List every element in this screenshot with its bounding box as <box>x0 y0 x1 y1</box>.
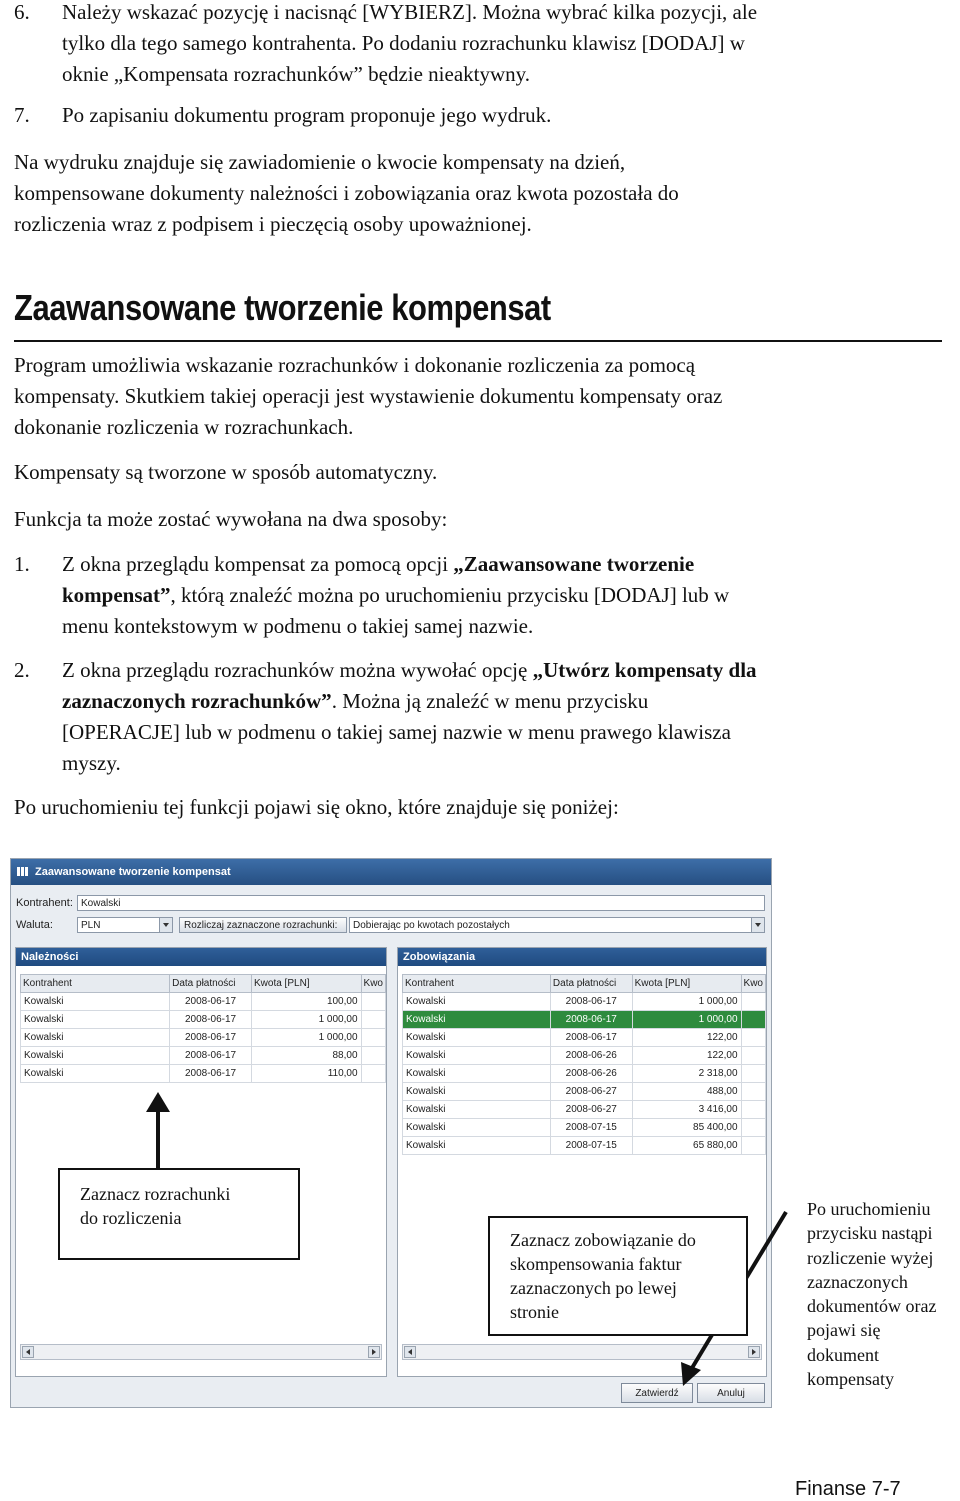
currency-value: PLN <box>81 920 101 931</box>
text-line: [OPERACJE] lub w podmenu o takiej samej nazwie w menu prawego klawisza <box>62 720 731 744</box>
text-line: tylko dla tego samego kontrahenta. Po dodaniu rozrachunku klawisz [DODAJ] w <box>62 31 745 55</box>
contractor-value: Kowalski <box>81 898 121 909</box>
side-note-line: dokumentów oraz <box>807 1296 937 1317</box>
cell-amount: 3 416,00 <box>632 1101 741 1119</box>
cell-amount: 110,00 <box>251 1065 361 1083</box>
window-title: Zaawansowane tworzenie kompensat <box>35 866 231 878</box>
cell-contractor: Kowalski <box>21 1047 170 1065</box>
cell-due-date: 2008-06-27 <box>550 1083 632 1101</box>
callout-select-liability <box>488 1216 748 1336</box>
arrow-up-icon <box>146 1092 170 1168</box>
cell-amount: 488,00 <box>632 1083 741 1101</box>
side-note <box>807 1197 959 1391</box>
callout-line: zaznaczonych po lewej <box>510 1278 677 1298</box>
text: Z okna przeglądu rozrachunków można wywołać opcję <box>62 658 533 682</box>
contractor-label: Kontrahent: <box>16 897 73 909</box>
column-header-due-date[interactable]: Data płatności <box>170 975 252 993</box>
column-header-contractor[interactable]: Kontrahent <box>21 975 170 993</box>
option-name-cont: zaznaczonych rozrachunków” <box>62 689 332 713</box>
cell-contractor: Kowalski <box>21 993 170 1011</box>
text: Z okna przeglądu kompensat za pomocą opcji <box>62 552 454 576</box>
cell-amount: 2 318,00 <box>632 1065 741 1083</box>
cell-contractor: Kowalski <box>403 993 551 1011</box>
callout-line: Zaznacz rozrachunki <box>80 1184 231 1204</box>
option-name-cont: kompensat” <box>62 583 171 607</box>
item-number: 2. <box>14 658 30 682</box>
side-note-line: dokument <box>807 1344 879 1365</box>
cell-contractor: Kowalski <box>403 1065 551 1083</box>
after-list-text: Po uruchomieniu tej funkcji pojawi się okno, które znajduje się poniżej: <box>14 795 619 819</box>
cell-amount: 88,00 <box>251 1047 361 1065</box>
liabilities-header: Zobowiązania <box>398 948 766 966</box>
cell-due-date: 2008-06-17 <box>550 993 632 1011</box>
section-paragraph-3: Funkcja ta może zostać wywołana na dwa sposoby: <box>14 507 448 531</box>
cell-contractor: Kowalski <box>403 1011 551 1029</box>
cell-amount: 122,00 <box>632 1029 741 1047</box>
option-name: „Zaawansowane tworzenie <box>453 552 695 576</box>
cell-contractor: Kowalski <box>403 1047 551 1065</box>
side-note-line: przycisku nastąpi <box>807 1223 933 1244</box>
settle-mode-value: Dobierając po kwotach pozostałych <box>353 920 510 931</box>
cell-amount: 1 000,00 <box>251 1029 361 1047</box>
callout-select-receivables <box>58 1168 300 1260</box>
text-line: myszy. <box>62 751 121 775</box>
cell-amount: 1 000,00 <box>632 993 741 1011</box>
column-header-contractor[interactable]: Kontrahent <box>403 975 551 993</box>
text-line: Na wydruku znajduje się zawiadomienie o kwocie kompensaty na dzień, <box>14 150 626 174</box>
cell-due-date: 2008-06-17 <box>550 1011 632 1029</box>
cell-amount: 85 400,00 <box>632 1119 741 1137</box>
side-note-line: zaznaczonych <box>807 1271 908 1292</box>
side-note-line: kompensaty <box>807 1369 894 1390</box>
cell-contractor: Kowalski <box>21 1011 170 1029</box>
cell-due-date: 2008-06-17 <box>170 993 252 1011</box>
cell-amount: 100,00 <box>251 993 361 1011</box>
side-note-line: rozliczenie wyżej <box>807 1247 934 1268</box>
cell-amount: 122,00 <box>632 1047 741 1065</box>
side-note-line: pojawi się <box>807 1320 881 1341</box>
text-line: kompensaty. Skutkiem takiej operacji jest wystawienie dokumentu kompensaty oraz <box>14 384 723 408</box>
confirm-button[interactable]: Zatwierdź <box>621 1383 693 1403</box>
text-line: Program umożliwia wskazanie rozrachunków i dokonanie rozliczenia za pomocą <box>14 353 696 377</box>
column-header-amount[interactable]: Kwota [PLN] <box>251 975 361 993</box>
column-header-amount[interactable]: Kwota [PLN] <box>632 975 741 993</box>
column-header-due-date[interactable]: Data płatności <box>550 975 632 993</box>
item-number: 1. <box>14 552 30 576</box>
cell-contractor: Kowalski <box>21 1065 170 1083</box>
cell-contractor: Kowalski <box>403 1119 551 1137</box>
text-line: Należy wskazać pozycję i nacisnąć [WYBIERZ]. Można wybrać kilka pozycji, ale <box>62 0 758 24</box>
cell-due-date: 2008-07-15 <box>550 1119 632 1137</box>
cell-due-date: 2008-06-17 <box>550 1029 632 1047</box>
cell-amount: 65 880,00 <box>632 1137 741 1155</box>
cell-due-date: 2008-06-17 <box>170 1047 252 1065</box>
text-line: Po zapisaniu dokumentu program proponuje jego wydruk. <box>62 103 552 127</box>
cell-due-date: 2008-06-27 <box>550 1101 632 1119</box>
section-title: Zaawansowane tworzenie kompensat <box>14 287 551 328</box>
cancel-button[interactable]: Anuluj <box>697 1383 765 1403</box>
text-line: menu kontekstowym w podmenu o takiej samej nazwie. <box>62 614 534 638</box>
callout-line: do rozliczenia <box>80 1208 182 1228</box>
column-header-amount-2[interactable]: Kwo <box>361 975 385 993</box>
callout-line: skompensowania faktur <box>510 1254 682 1274</box>
currency-label: Waluta: <box>16 919 53 931</box>
text-line: oknie „Kompensata rozrachunków” będzie nieaktywny. <box>62 62 531 86</box>
cell-amount: 1 000,00 <box>251 1011 361 1029</box>
text-line: dokonanie rozliczenia w rozrachunkach. <box>14 415 354 439</box>
option-name: „Utwórz kompensaty dla <box>532 658 757 682</box>
item-number: 7. <box>14 103 30 127</box>
settle-selected-button[interactable]: Rozliczaj zaznaczone rozrachunki: <box>179 917 347 933</box>
cell-amount: 1 000,00 <box>632 1011 741 1029</box>
section-paragraph-2: Kompensaty są tworzone w sposób automatyczny. <box>14 460 438 484</box>
text-line: rozliczenia wraz z podpisem i pieczęcią osoby upoważnionej. <box>14 212 532 236</box>
cell-contractor: Kowalski <box>403 1101 551 1119</box>
cell-due-date: 2008-07-15 <box>550 1137 632 1155</box>
column-header-amount-2[interactable]: Kwo <box>741 975 765 993</box>
cell-contractor: Kowalski <box>403 1083 551 1101</box>
receivables-header: Należności <box>16 948 386 966</box>
cell-due-date: 2008-06-17 <box>170 1011 252 1029</box>
cell-due-date: 2008-06-17 <box>170 1029 252 1047</box>
cell-due-date: 2008-06-17 <box>170 1065 252 1083</box>
cell-contractor: Kowalski <box>403 1029 551 1047</box>
text: . Można ją znaleźć w menu przycisku <box>331 689 649 713</box>
item-number: 6. <box>14 0 30 24</box>
text: , którą znaleźć można po uruchomieniu przycisku [DODAJ] lub w <box>170 583 730 607</box>
cell-contractor: Kowalski <box>21 1029 170 1047</box>
text-line: kompensowane dokumenty należności i zobowiązania oraz kwota pozostała do <box>14 181 679 205</box>
side-note-line: Po uruchomieniu <box>807 1199 931 1219</box>
callout-line: stronie <box>510 1302 559 1322</box>
page-footer: Finanse 7-7 <box>795 1478 901 1500</box>
cell-due-date: 2008-06-26 <box>550 1065 632 1083</box>
cell-due-date: 2008-06-26 <box>550 1047 632 1065</box>
cell-contractor: Kowalski <box>403 1137 551 1155</box>
callout-line: Zaznacz zobowiązanie do <box>510 1230 696 1250</box>
